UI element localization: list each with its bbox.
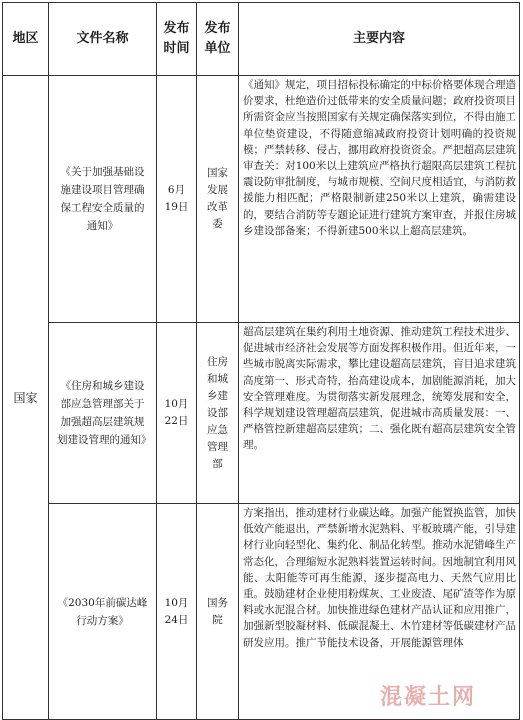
publish-unit [197,504,239,720]
publish-unit [197,323,239,504]
header-name: 文件名称 [49,3,157,76]
publish-time-text: 6月19日 [164,184,189,213]
publish-unit-text: 国家发展改革委 [207,167,228,230]
policy-table [2,2,520,720]
header-time [157,3,197,76]
header-content: 主要内容 [239,3,520,76]
header-row [3,3,520,76]
main-content: 超高层建筑在集约利用土地资源、推动建筑工程技术进步、促进城市经济社会发展等方面发挥积极作用。但近年来，一些城市脱离实际需求，攀比建设超高层建筑，盲目追求建筑高度第一、形式奇特，抬高建设成本，加剧能源消耗，加大安全管理难度。为贯彻落实新发展理念，统筹发展和安全，科学规划建设管理超高层建筑，促进城市高质量发展：一、严格管控新建超高层建筑；二、强化既有超高层建筑安全管理。 [239,323,520,504]
header-unit-text: 发布单位 [204,21,231,56]
header-time-text: 发布时间 [163,21,190,56]
site-watermark: 混凝土网 [380,685,477,710]
table-row [3,323,520,504]
document-name: 《住房和城乡建设部应急管理部关于加强超高层建筑规划建设管理的通知》 [49,323,157,504]
publish-time [157,323,197,504]
header-region: 地区 [3,3,49,76]
publish-time-text: 10月24日 [164,596,189,626]
publish-unit-text: 住房和城乡建设部应急管理部 [207,355,228,470]
region-cell: 国家 [3,76,49,720]
header-unit [197,3,239,76]
publish-unit [197,76,239,323]
table-row [3,76,520,323]
main-content: 方案指出，推动建材行业碳达峰。加强产能置换监管，加快低效产能退出，严禁新增水泥熟料、平板玻璃产能，引导建材行业向轻型化、集约化、制品化转型。推动水泥错峰生产常态化，合理缩短水泥熟料装置运转时间。因地制宜利用风能、太阳能等可再生能源，逐步提高电力、天然气应用比重。鼓励建材企业使用粉煤灰、工业废渣、尾矿渣等作为原料或水泥混合材。加快推进绿色建材产品认证和应用推广，加强新型胶凝材料、低碳混凝土、木竹建材等低碳建材产品研发应用。推广节能技术设备，开展能源管理体 [239,504,520,720]
document-name: 《关于加强基础设施建设项目管理确保工程安全质量的通知》 [49,76,157,323]
main-content: 《通知》规定，项目招标投标确定的中标价格要体现合理造价要求，杜绝造价过低带来的安全质量问题；政府投资项目所需资金应当按照国家有关规定确保落实到位，不得由施工单位垫资建设，不得随意缩减政府投资计划明确的投资规模；严禁转移、侵占，挪用政府投资资金。严把超高层建筑审查关：对100米以上建筑应严格执行超限高层建筑工程抗震设防审批制度，与城市规模、空间尺度相适宜，与消防救援能力相匹配；严格限制新建250米以上建筑，确需建设的，要结合消防等专题论证进行建筑方案审查，并报住房城乡建设部备案；不得新建500米以上超高层建筑。 [239,76,520,323]
publish-unit-text: 国务院 [207,596,228,626]
publish-time [157,76,197,323]
publish-time-text: 10月22日 [164,398,189,427]
document-name: 《2030年前碳达峰行动方案》 [49,504,157,720]
publish-time [157,504,197,720]
